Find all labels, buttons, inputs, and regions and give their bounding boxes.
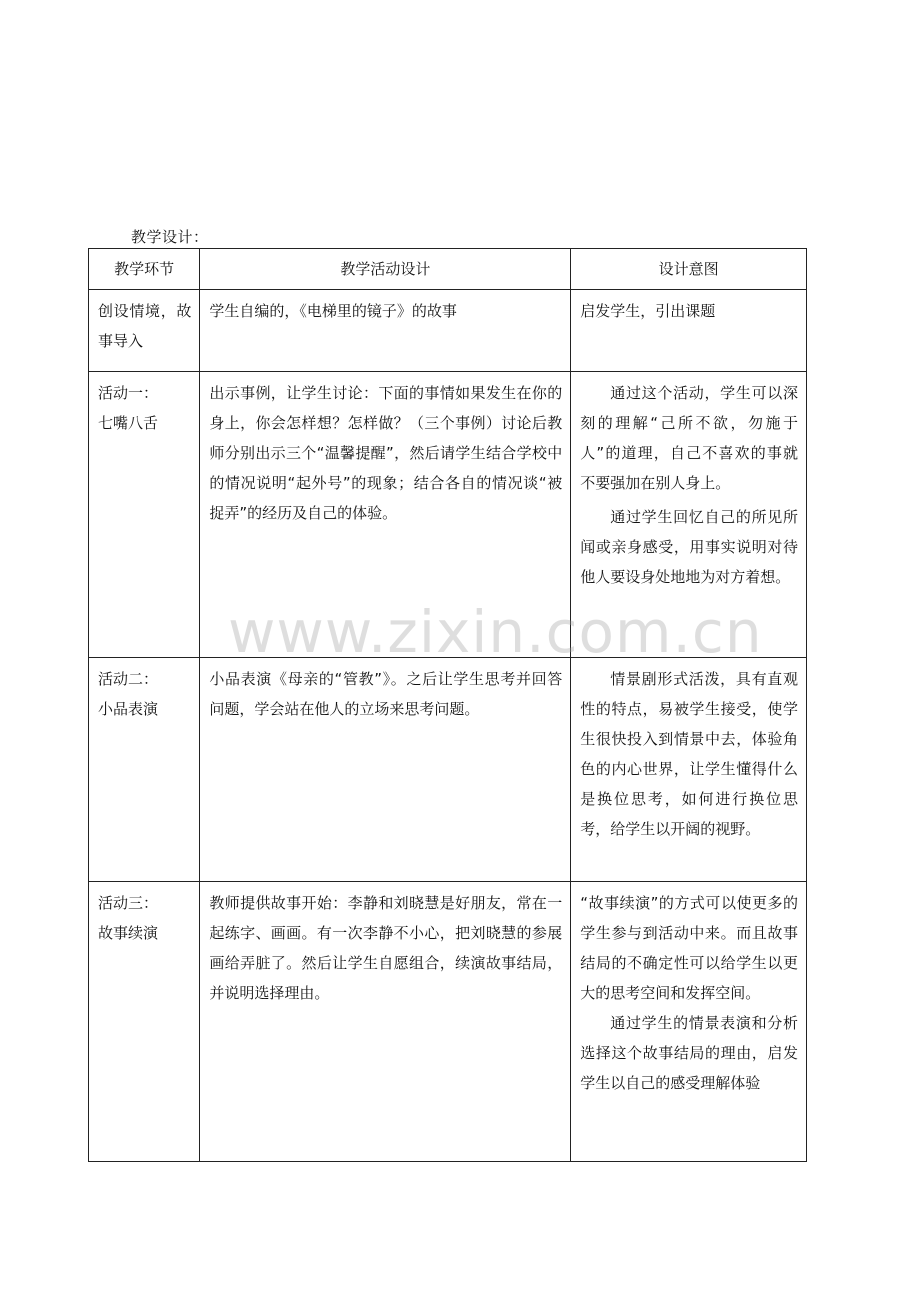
section-caption: 教学设计：	[131, 228, 209, 246]
lesson-plan-table	[88, 248, 807, 1162]
stage-cell	[89, 372, 200, 658]
header-intent: 设计意图	[571, 249, 807, 290]
intent-paragraph: 通过这个活动，学生可以深刻的理解“己所不欲，勿施于人”的道理，自己不喜欢的事就不要强加在别人身上。	[580, 384, 798, 492]
intent-cell	[571, 882, 807, 1162]
activity-text: 小品表演《母亲的“管教”》。之后让学生思考并回答问题，学会站在他人的立场来思考问题。	[209, 670, 563, 718]
stage-title: 小品表演	[98, 700, 159, 718]
intent-paragraph: 情景剧形式活泼，具有直观性的特点，易被学生接受，使学生很快投入到情景中去，体验角色的内心世界，让学生懂得什么是换位思考，如何进行换位思考，给学生以开阔的视野。	[580, 670, 798, 838]
intent-paragraph: “故事续演”的方式可以使更多的学生参与到活动中来。而且故事结局的不确定性可以给学生以更大的思考空间和发挥空间。	[580, 894, 798, 1002]
activity-text: 教师提供故事开始：李静和刘晓慧是好朋友，常在一起练字、画画。有一次李静不小心，把刘晓慧的参展画给弄脏了。然后让学生自愿组合，续演故事结局，并说明选择理由。	[209, 894, 563, 1002]
stage-cell	[89, 658, 200, 882]
activity-text: 学生自编的，《电梯里的镜子》的故事	[209, 302, 457, 320]
stage-title: 故事续演	[98, 924, 159, 942]
header-activity: 教学活动设计	[200, 249, 571, 290]
intent-paragraph: 通过学生的情景表演和分析选择这个故事结局的理由，启发学生以自己的感受理解体验	[580, 1014, 798, 1092]
intent-cell	[571, 290, 807, 372]
table-row	[89, 658, 807, 882]
stage-label: 活动二：	[98, 670, 159, 688]
activity-cell	[200, 372, 571, 658]
stage-label: 活动三：	[98, 894, 159, 912]
table-row	[89, 882, 807, 1162]
stage-cell	[89, 882, 200, 1162]
activity-cell	[200, 658, 571, 882]
table-row	[89, 290, 807, 372]
activity-text: 出示事例，让学生讨论：下面的事情如果发生在你的身上，你会怎样想？怎样做？（三个事例）讨论后教师分别出示三个“温馨提醒”，然后请学生结合学校中的情况说明“起外号”的现象；结合各自的情况谈“被捉弄”的经历及自己的体验。	[209, 384, 563, 522]
stage-text: 创设情境，故事导入	[98, 302, 192, 350]
activity-cell	[200, 290, 571, 372]
header-stage: 教学环节	[89, 249, 200, 290]
intent-paragraph: 通过学生回忆自己的所见所闻或亲身感受，用事实说明对待他人要设身处地地为对方着想。	[580, 508, 798, 586]
activity-cell	[200, 882, 571, 1162]
table-header-row	[89, 249, 807, 290]
table-row	[89, 372, 807, 658]
intent-cell	[571, 658, 807, 882]
watermark: www.zixin.com.cn	[228, 598, 763, 666]
intent-text: 启发学生，引出课题	[580, 302, 716, 320]
stage-title: 七嘴八舌	[98, 414, 159, 432]
intent-cell	[571, 372, 807, 658]
stage-cell	[89, 290, 200, 372]
stage-label: 活动一：	[98, 384, 159, 402]
